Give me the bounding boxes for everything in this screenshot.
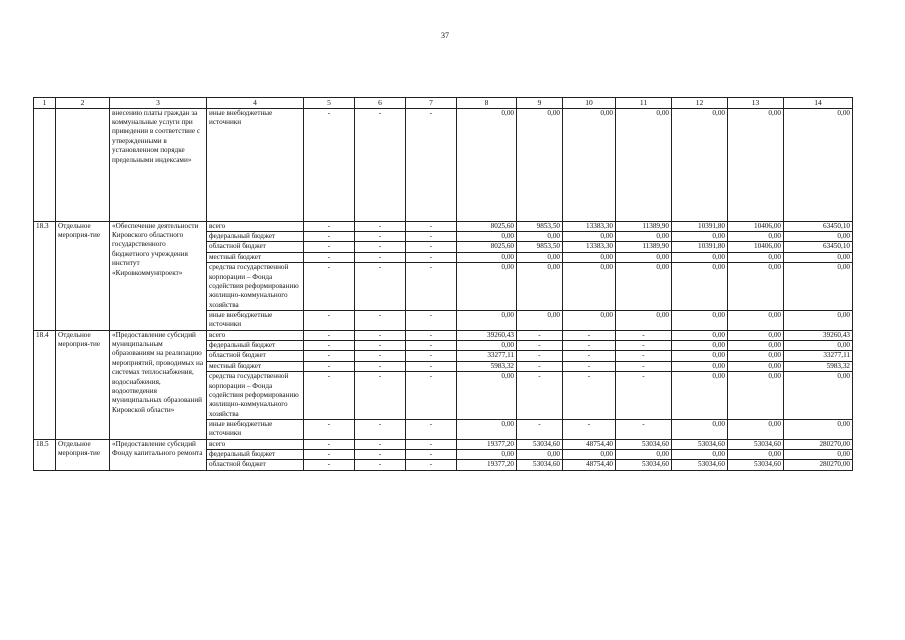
value-cell: -: [616, 419, 672, 439]
value-cell: -: [406, 419, 457, 439]
value-cell: 0,00: [672, 361, 728, 371]
value-cell: 0,00: [457, 341, 517, 351]
value-cell: -: [406, 263, 457, 311]
column-number: 4: [207, 98, 304, 109]
value-cell: 0,00: [563, 310, 616, 330]
funding-source: всего: [207, 439, 304, 449]
value-cell: -: [355, 263, 406, 311]
column-number: 9: [517, 98, 563, 109]
value-cell: -: [355, 341, 406, 351]
funding-source: областной бюджет: [207, 242, 304, 252]
item-type: [56, 108, 110, 221]
value-cell: -: [616, 361, 672, 371]
table-row: [34, 439, 853, 449]
value-cell: 10391,80: [672, 221, 728, 231]
value-cell: 0,00: [728, 330, 784, 340]
value-cell: -: [406, 330, 457, 340]
item-type: Отдельное мероприя-тие: [56, 330, 110, 439]
item-number: 18.3: [34, 221, 56, 330]
value-cell: 53034,60: [672, 460, 728, 470]
value-cell: -: [406, 450, 457, 460]
item-name: «Предоставление субсидий Фонду капитального ремонта: [110, 439, 207, 470]
value-cell: -: [304, 330, 355, 340]
item-number: 18.4: [34, 330, 56, 439]
value-cell: 13383,30: [563, 242, 616, 252]
value-cell: -: [304, 263, 355, 311]
value-cell: -: [304, 341, 355, 351]
value-cell: 53034,60: [517, 439, 563, 449]
value-cell: 0,00: [563, 263, 616, 311]
value-cell: 53034,60: [616, 439, 672, 449]
value-cell: 0,00: [728, 450, 784, 460]
value-cell: -: [355, 108, 406, 221]
value-cell: 0,00: [784, 232, 853, 242]
value-cell: -: [616, 330, 672, 340]
value-cell: 0,00: [563, 450, 616, 460]
value-cell: -: [406, 310, 457, 330]
value-cell: -: [304, 372, 355, 420]
value-cell: -: [616, 341, 672, 351]
funding-source: федеральный бюджет: [207, 232, 304, 242]
value-cell: -: [355, 242, 406, 252]
funding-source: средства государственной корпорации – Фонда содействия реформированию жилищно-коммунального хозяйства: [207, 372, 304, 420]
value-cell: 0,00: [728, 419, 784, 439]
funding-source: федеральный бюджет: [207, 450, 304, 460]
value-cell: 0,00: [616, 252, 672, 262]
value-cell: -: [355, 351, 406, 361]
value-cell: 0,00: [517, 450, 563, 460]
item-name: «Обеспечение деятельности Кировского областного государственного бюджетного учреждения институт «Кировкоммунпроект»: [110, 221, 207, 330]
value-cell: 53034,60: [728, 460, 784, 470]
column-number: 5: [304, 98, 355, 109]
value-cell: 0,00: [457, 419, 517, 439]
value-cell: 0,00: [517, 310, 563, 330]
value-cell: 11389,90: [616, 242, 672, 252]
value-cell: 0,00: [616, 310, 672, 330]
column-number-row: [34, 98, 853, 109]
column-number: 2: [56, 98, 110, 109]
value-cell: 0,00: [728, 341, 784, 351]
value-cell: 0,00: [672, 372, 728, 420]
value-cell: -: [517, 341, 563, 351]
item-name: внесению платы граждан за коммунальные услуги при приведении в соответствие с утвержденными в установленном порядке предельными индексами»: [110, 108, 207, 221]
value-cell: -: [406, 341, 457, 351]
value-cell: 19377,20: [457, 460, 517, 470]
page-number: 37: [441, 31, 449, 40]
value-cell: 280270,00: [784, 460, 853, 470]
value-cell: -: [406, 460, 457, 470]
value-cell: 63450,10: [784, 221, 853, 231]
value-cell: -: [355, 232, 406, 242]
value-cell: -: [563, 341, 616, 351]
value-cell: -: [355, 330, 406, 340]
column-number: 12: [672, 98, 728, 109]
value-cell: 0,00: [784, 341, 853, 351]
value-cell: -: [517, 372, 563, 420]
value-cell: 53034,60: [616, 460, 672, 470]
column-number: 1: [34, 98, 56, 109]
value-cell: 8025,60: [457, 221, 517, 231]
value-cell: 0,00: [457, 108, 517, 221]
value-cell: -: [355, 439, 406, 449]
value-cell: 0,00: [784, 252, 853, 262]
item-name: «Предоставление субсидий муниципальным образованиям на реализацию мероприятий, проводимых на системах теплоснабжения, водоснабжения, водоотведения муниципальных образований Кировской области»: [110, 330, 207, 439]
value-cell: 0,00: [457, 252, 517, 262]
value-cell: 9853,50: [517, 221, 563, 231]
value-cell: 0,00: [672, 419, 728, 439]
value-cell: 0,00: [457, 263, 517, 311]
value-cell: 0,00: [517, 108, 563, 221]
funding-source: местный бюджет: [207, 361, 304, 371]
funding-source: средства государственной корпорации – Фонда содействия реформированию жилищно-коммунального хозяйства: [207, 263, 304, 311]
value-cell: -: [406, 361, 457, 371]
value-cell: 0,00: [784, 310, 853, 330]
value-cell: 0,00: [728, 310, 784, 330]
column-number: 7: [406, 98, 457, 109]
value-cell: 0,00: [728, 232, 784, 242]
value-cell: -: [304, 242, 355, 252]
value-cell: 0,00: [784, 419, 853, 439]
table-row: [34, 330, 853, 340]
value-cell: 39260,43: [784, 330, 853, 340]
value-cell: 280270,00: [784, 439, 853, 449]
value-cell: 10391,80: [672, 242, 728, 252]
value-cell: 0,00: [672, 351, 728, 361]
column-number: 3: [110, 98, 207, 109]
value-cell: -: [304, 232, 355, 242]
column-number: 10: [563, 98, 616, 109]
value-cell: -: [517, 330, 563, 340]
funding-source: иные внебюджетные источники: [207, 419, 304, 439]
value-cell: 0,00: [563, 232, 616, 242]
value-cell: -: [304, 351, 355, 361]
value-cell: 33277,11: [784, 351, 853, 361]
value-cell: -: [355, 419, 406, 439]
value-cell: 0,00: [672, 341, 728, 351]
value-cell: -: [355, 460, 406, 470]
value-cell: 0,00: [457, 310, 517, 330]
value-cell: -: [406, 372, 457, 420]
value-cell: -: [304, 108, 355, 221]
column-number: 11: [616, 98, 672, 109]
value-cell: -: [563, 330, 616, 340]
value-cell: 19377,20: [457, 439, 517, 449]
table-row: [34, 108, 853, 221]
value-cell: -: [517, 351, 563, 361]
value-cell: 0,00: [672, 232, 728, 242]
value-cell: -: [304, 310, 355, 330]
value-cell: -: [563, 351, 616, 361]
value-cell: 0,00: [784, 372, 853, 420]
value-cell: 0,00: [728, 108, 784, 221]
value-cell: -: [304, 460, 355, 470]
value-cell: 0,00: [784, 450, 853, 460]
value-cell: -: [355, 372, 406, 420]
value-cell: 0,00: [616, 108, 672, 221]
value-cell: 10406,00: [728, 242, 784, 252]
column-number: 6: [355, 98, 406, 109]
value-cell: 0,00: [517, 232, 563, 242]
value-cell: -: [616, 372, 672, 420]
value-cell: 53034,60: [672, 439, 728, 449]
value-cell: -: [406, 439, 457, 449]
item-type: Отдельное мероприя-тие: [56, 221, 110, 330]
value-cell: 0,00: [672, 108, 728, 221]
value-cell: 8025,60: [457, 242, 517, 252]
value-cell: -: [616, 351, 672, 361]
value-cell: -: [355, 310, 406, 330]
value-cell: 39260,43: [457, 330, 517, 340]
value-cell: 63450,10: [784, 242, 853, 252]
value-cell: 0,00: [563, 252, 616, 262]
value-cell: 9853,50: [517, 242, 563, 252]
value-cell: 53034,60: [517, 460, 563, 470]
value-cell: 0,00: [457, 372, 517, 420]
value-cell: 0,00: [457, 450, 517, 460]
item-number: 18.5: [34, 439, 56, 470]
value-cell: 0,00: [728, 351, 784, 361]
value-cell: -: [563, 361, 616, 371]
value-cell: 0,00: [728, 361, 784, 371]
value-cell: -: [563, 419, 616, 439]
value-cell: -: [406, 242, 457, 252]
value-cell: 48754,40: [563, 460, 616, 470]
value-cell: -: [304, 252, 355, 262]
column-number: 14: [784, 98, 853, 109]
value-cell: -: [304, 419, 355, 439]
value-cell: 0,00: [517, 252, 563, 262]
value-cell: -: [355, 221, 406, 231]
value-cell: -: [406, 252, 457, 262]
value-cell: 0,00: [672, 330, 728, 340]
value-cell: -: [406, 108, 457, 221]
column-number: 8: [457, 98, 517, 109]
value-cell: 0,00: [728, 252, 784, 262]
value-cell: -: [304, 450, 355, 460]
value-cell: 0,00: [784, 263, 853, 311]
value-cell: 5983,32: [457, 361, 517, 371]
value-cell: -: [517, 419, 563, 439]
funding-source: федеральный бюджет: [207, 341, 304, 351]
value-cell: -: [304, 439, 355, 449]
value-cell: -: [355, 361, 406, 371]
value-cell: -: [517, 361, 563, 371]
item-type: Отдельное мероприя-тие: [56, 439, 110, 470]
table-row: [34, 221, 853, 231]
funding-source: областной бюджет: [207, 460, 304, 470]
value-cell: -: [355, 252, 406, 262]
value-cell: 0,00: [517, 263, 563, 311]
value-cell: 48754,40: [563, 439, 616, 449]
funding-source: областной бюджет: [207, 351, 304, 361]
column-number: 13: [728, 98, 784, 109]
value-cell: 0,00: [784, 108, 853, 221]
value-cell: 11389,90: [616, 221, 672, 231]
value-cell: -: [355, 450, 406, 460]
funding-source: иные внебюджетные источники: [207, 108, 304, 221]
value-cell: 0,00: [728, 372, 784, 420]
value-cell: 0,00: [672, 310, 728, 330]
value-cell: 0,00: [457, 232, 517, 242]
value-cell: 0,00: [672, 450, 728, 460]
value-cell: 0,00: [672, 252, 728, 262]
value-cell: -: [563, 372, 616, 420]
value-cell: -: [304, 361, 355, 371]
funding-source: местный бюджет: [207, 252, 304, 262]
value-cell: 0,00: [616, 232, 672, 242]
value-cell: 33277,11: [457, 351, 517, 361]
value-cell: 10406,00: [728, 221, 784, 231]
funding-source: иные внебюджетные источники: [207, 310, 304, 330]
value-cell: 0,00: [616, 450, 672, 460]
value-cell: 0,00: [616, 263, 672, 311]
value-cell: 0,00: [728, 263, 784, 311]
value-cell: 0,00: [672, 263, 728, 311]
value-cell: -: [406, 232, 457, 242]
value-cell: -: [406, 351, 457, 361]
funding-source: всего: [207, 221, 304, 231]
program-funding-table: [33, 97, 853, 471]
value-cell: 13383,30: [563, 221, 616, 231]
value-cell: 0,00: [563, 108, 616, 221]
value-cell: 53034,60: [728, 439, 784, 449]
item-number: [34, 108, 56, 221]
value-cell: -: [406, 221, 457, 231]
value-cell: 5983,32: [784, 361, 853, 371]
value-cell: -: [304, 221, 355, 231]
funding-source: всего: [207, 330, 304, 340]
